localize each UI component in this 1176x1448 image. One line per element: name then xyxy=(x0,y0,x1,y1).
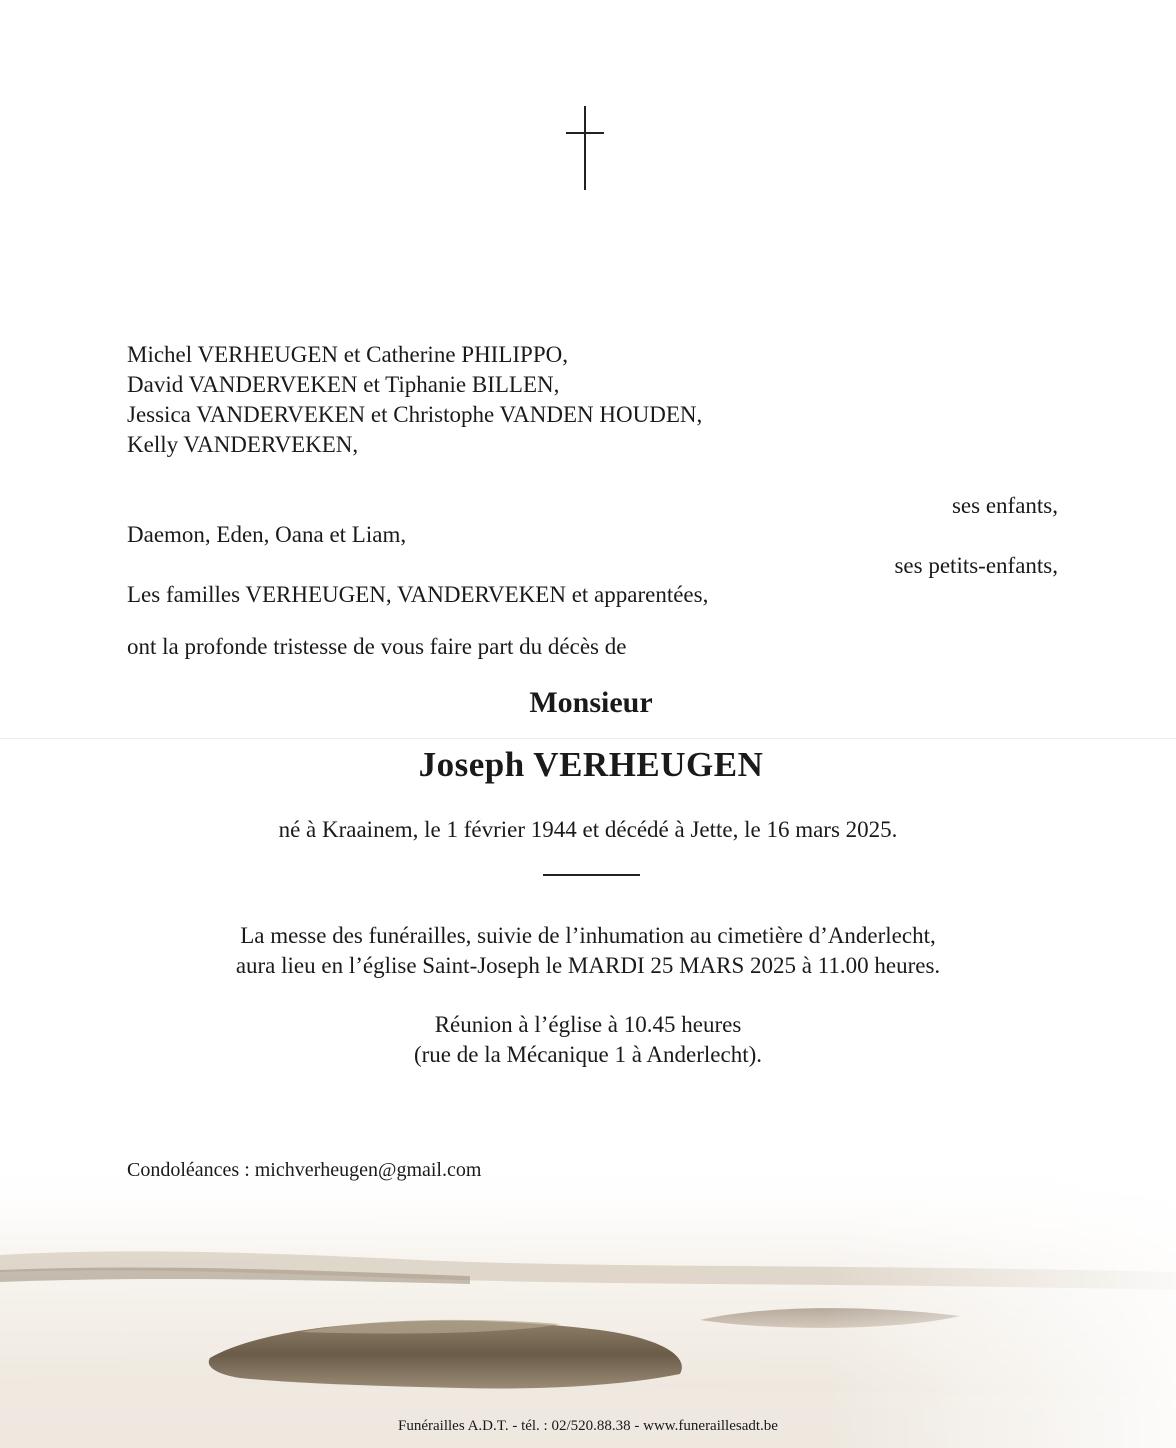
condolences-email: Condoléances : michverheugen@gmail.com xyxy=(127,1159,482,1181)
children-label: ses enfants, xyxy=(951,493,1058,518)
family-children-line: Michel VERHEUGEN et Catherine PHILIPPO, xyxy=(127,342,568,367)
families-line: Les familles VERHEUGEN, VANDERVEKEN et apparentées, xyxy=(127,582,709,607)
family-children-line: David VANDERVEKEN et Tiphanie BILLEN, xyxy=(127,372,560,397)
birth-death-dates: né à Kraainem, le 1 février 1944 et décédé à Jette, le 16 mars 2025. xyxy=(278,817,898,842)
funeral-home-footer: Funérailles A.D.T. - tél. : 02/520.88.38 - www.funeraillesadt.be xyxy=(398,1418,778,1434)
ceremony-line-1: La messe des funérailles, suivie de l’inhumation au cimetière d’Anderlecht, xyxy=(240,923,936,948)
deceased-name: Joseph VERHEUGEN xyxy=(418,745,764,784)
meeting-line-1: Réunion à l’église à 10.45 heures xyxy=(434,1012,742,1037)
fold-line xyxy=(0,738,1176,739)
cross-icon xyxy=(566,106,604,190)
meeting-line-2: (rue de la Mécanique 1 à Anderlecht). xyxy=(413,1042,763,1067)
family-children-line: Jessica VANDERVEKEN et Christophe VANDEN HOUDEN, xyxy=(127,402,703,427)
seascape-image xyxy=(0,1160,1176,1448)
announcement-text: ont la profonde tristesse de vous faire part du décès de xyxy=(127,634,627,659)
deceased-title: Monsieur xyxy=(529,686,653,719)
ceremony-line-2: aura lieu en l’église Saint-Joseph le MARDI 25 MARS 2025 à 11.00 heures. xyxy=(235,953,941,978)
separator-line xyxy=(543,874,640,876)
grandchildren-label: ses petits-enfants, xyxy=(894,553,1058,578)
family-children-line: Kelly VANDERVEKEN, xyxy=(127,432,359,457)
grandchildren-names: Daemon, Eden, Oana et Liam, xyxy=(127,522,407,547)
